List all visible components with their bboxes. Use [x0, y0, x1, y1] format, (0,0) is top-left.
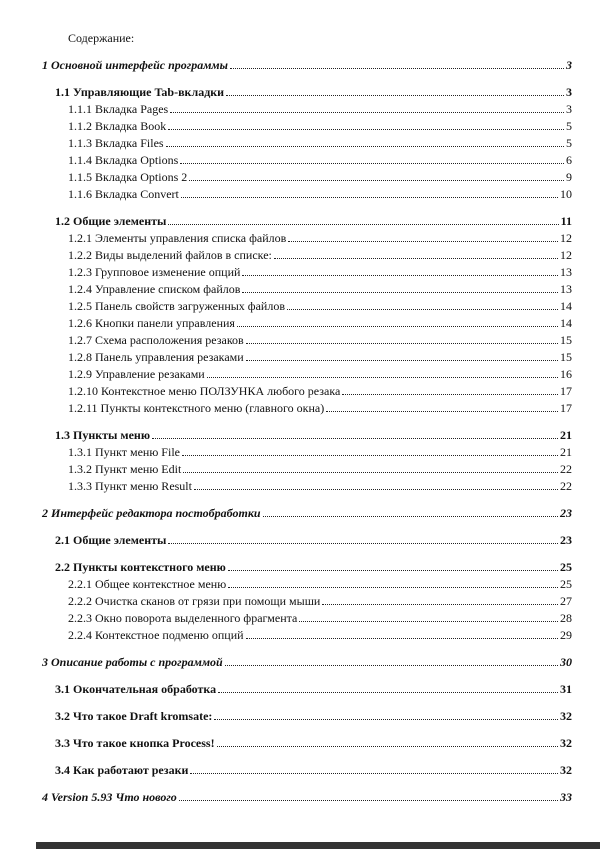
toc-entry — [68, 152, 572, 169]
toc-page-number: 10 — [560, 187, 572, 201]
toc-entry-title: 1.2.10 Контекстное меню ПОЛЗУНКА любого резака — [68, 384, 341, 398]
toc-entry-title: 1.3.3 Пункт меню Result — [68, 479, 192, 493]
toc-entry-title: 3.3 Что такое кнопка Process! — [55, 736, 215, 750]
toc-page-number: 28 — [560, 611, 572, 625]
toc-entry-title: 1.2.4 Управление списком файлов — [68, 282, 241, 296]
toc-entry-title: 4 Version 5.93 Что нового — [42, 790, 177, 804]
toc-page-number: 21 — [560, 428, 572, 442]
toc-page-number: 23 — [560, 533, 572, 547]
toc-entry-title: 2.2 Пункты контекстного меню — [55, 560, 226, 574]
toc-page-number: 17 — [560, 401, 572, 415]
toc-entry — [55, 762, 572, 779]
toc-page-number: 3 — [566, 102, 572, 116]
toc-entry — [68, 298, 572, 315]
toc-page-number: 12 — [560, 231, 572, 245]
toc-page-number: 11 — [560, 214, 572, 228]
dot-leader — [180, 163, 564, 164]
toc-entry — [55, 427, 572, 444]
toc-page-number: 14 — [560, 316, 572, 330]
toc-page-number: 5 — [566, 136, 572, 150]
toc-entry — [68, 576, 572, 593]
toc-page-number: 29 — [560, 628, 572, 642]
toc-entry — [68, 366, 572, 383]
toc-entry-title: 2.2.1 Общее контекстное меню — [68, 577, 227, 591]
toc-entry-title: 1.3 Пункты меню — [55, 428, 151, 442]
dot-leader — [246, 638, 558, 639]
toc-entry — [42, 789, 572, 806]
toc-entry — [55, 681, 572, 698]
toc-entry — [68, 315, 572, 332]
dot-leader — [181, 197, 558, 198]
dot-leader — [182, 455, 558, 456]
toc-entry — [68, 383, 572, 400]
toc-entry-title: 1.1.3 Вкладка Files — [68, 136, 164, 150]
dot-leader — [194, 489, 558, 490]
toc-entry-title: 1.1.5 Вкладка Options 2 — [68, 170, 188, 184]
toc-page-number: 21 — [560, 445, 572, 459]
toc-entry — [68, 264, 572, 281]
toc-entry — [68, 281, 572, 298]
dot-leader — [189, 180, 564, 181]
toc-page-number: 13 — [560, 282, 572, 296]
toc-entry — [68, 101, 572, 118]
toc-page-number: 32 — [560, 763, 572, 777]
dot-leader — [228, 570, 558, 571]
dot-leader — [288, 241, 558, 242]
toc-entry — [55, 708, 572, 725]
dot-leader — [299, 621, 558, 622]
dot-leader — [217, 746, 558, 747]
dot-leader — [168, 224, 558, 225]
toc-page-number: 33 — [560, 790, 572, 804]
toc-page-number: 3 — [566, 58, 572, 72]
toc-entry-title: 2 Интерфейс редактора постобработки — [42, 506, 261, 520]
toc-entry — [68, 230, 572, 247]
dot-leader — [237, 326, 558, 327]
dot-leader — [168, 129, 564, 130]
toc-entry-title: 1.2.2 Виды выделений файлов в списке: — [68, 248, 272, 262]
toc-heading: Содержание: — [68, 31, 135, 45]
toc-page-number: 12 — [560, 248, 572, 262]
dot-leader — [214, 719, 558, 720]
toc-entry-title: 1.3.2 Пункт меню Edit — [68, 462, 182, 476]
toc-page-number: 25 — [560, 577, 572, 591]
dot-leader — [230, 68, 564, 69]
toc-entry — [68, 627, 572, 644]
toc-entry — [55, 532, 572, 549]
dot-leader — [242, 275, 558, 276]
toc-page-number: 31 — [560, 682, 572, 696]
dot-leader — [218, 692, 558, 693]
toc-entry — [68, 461, 572, 478]
dot-leader — [166, 146, 564, 147]
toc-page-number: 15 — [560, 350, 572, 364]
dot-leader — [287, 309, 558, 310]
page-bottom-edge — [36, 842, 600, 849]
toc-entry — [42, 57, 572, 74]
toc-entry — [68, 332, 572, 349]
dot-leader — [246, 343, 558, 344]
toc-page-number: 15 — [560, 333, 572, 347]
toc-entry-title: 1.3.1 Пункт меню File — [68, 445, 180, 459]
dot-leader — [342, 394, 558, 395]
toc-entry-title: 2.1 Общие элементы — [55, 533, 167, 547]
toc-page-number: 5 — [566, 119, 572, 133]
dot-leader — [246, 360, 558, 361]
toc-entry-title: 3.2 Что такое Draft kromsate: — [55, 709, 213, 723]
toc-page-number: 17 — [560, 384, 572, 398]
dot-leader — [168, 543, 558, 544]
toc-entry-title: 1.1.2 Вкладка Book — [68, 119, 167, 133]
toc-page-number: 30 — [560, 655, 572, 669]
toc-page-number: 32 — [560, 709, 572, 723]
toc-entry — [42, 505, 572, 522]
toc-entry — [55, 84, 572, 101]
toc-entry-title: 1 Основной интерфейс программы — [42, 58, 228, 72]
toc-entry-title: 1.2.9 Управление резаками — [68, 367, 205, 381]
toc-entry-title: 1.1.1 Вкладка Pages — [68, 102, 169, 116]
dot-leader — [190, 773, 558, 774]
toc-entry — [68, 186, 572, 203]
toc-entry — [68, 349, 572, 366]
toc-entry-title: 2.2.2 Очистка сканов от грязи при помощи мыши — [68, 594, 321, 608]
toc-entry-title: 1.2.7 Схема расположения резаков — [68, 333, 244, 347]
toc-page-number: 23 — [560, 506, 572, 520]
toc-entry-title: 1.2.5 Панель свойств загруженных файлов — [68, 299, 285, 313]
toc-page-number: 14 — [560, 299, 572, 313]
toc-entry — [55, 213, 572, 230]
toc-entry — [68, 400, 572, 417]
toc-list — [42, 57, 572, 806]
dot-leader — [322, 604, 558, 605]
toc-page-number: 16 — [560, 367, 572, 381]
toc-entry — [55, 735, 572, 752]
toc-entry-title: 1.2.1 Элементы управления списка файлов — [68, 231, 287, 245]
toc-page-number: 25 — [560, 560, 572, 574]
toc-entry — [68, 478, 572, 495]
dot-leader — [274, 258, 558, 259]
dot-leader — [326, 411, 558, 412]
toc-entry-title: 1.1.4 Вкладка Options — [68, 153, 179, 167]
toc-entry — [68, 444, 572, 461]
toc-entry — [55, 559, 572, 576]
dot-leader — [179, 800, 558, 801]
toc-entry-title: 1.1 Управляющие Tab-вкладки — [55, 85, 225, 99]
toc-page-number: 27 — [560, 594, 572, 608]
toc-entry-title: 1.2.6 Кнопки панели управления — [68, 316, 235, 330]
toc-entry — [68, 247, 572, 264]
toc-page-number: 6 — [566, 153, 572, 167]
toc-entry-title: 1.2 Общие элементы — [55, 214, 167, 228]
toc-entry-title: 1.1.6 Вкладка Convert — [68, 187, 179, 201]
toc-page-number: 32 — [560, 736, 572, 750]
dot-leader — [226, 95, 564, 96]
toc-entry — [68, 593, 572, 610]
toc-page-number: 9 — [566, 170, 572, 184]
toc-page-number: 3 — [566, 85, 572, 99]
toc-page-number: 22 — [560, 479, 572, 493]
dot-leader — [207, 377, 558, 378]
dot-leader — [225, 665, 558, 666]
toc-entry — [68, 118, 572, 135]
dot-leader — [242, 292, 558, 293]
dot-leader — [183, 472, 558, 473]
dot-leader — [170, 112, 564, 113]
dot-leader — [152, 438, 558, 439]
toc-entry — [68, 610, 572, 627]
toc-entry — [68, 169, 572, 186]
toc-entry-title: 3 Описание работы с программой — [42, 655, 223, 669]
toc-page-number: 13 — [560, 265, 572, 279]
toc-entry — [42, 654, 572, 671]
dot-leader — [228, 587, 558, 588]
toc-entry-title: 2.2.4 Контекстное подменю опций — [68, 628, 244, 642]
toc-entry — [68, 135, 572, 152]
toc-entry-title: 1.2.3 Групповое изменение опций — [68, 265, 241, 279]
toc-entry-title: 1.2.8 Панель управления резаками — [68, 350, 244, 364]
dot-leader — [263, 516, 558, 517]
toc-entry-title: 3.4 Как работают резаки — [55, 763, 189, 777]
toc-entry-title: 3.1 Окончательная обработка — [55, 682, 217, 696]
toc-entry-title: 1.2.11 Пункты контекстного меню (главного окна) — [68, 401, 325, 415]
toc-entry-title: 2.2.3 Окно поворота выделенного фрагмента — [68, 611, 298, 625]
toc-page-number: 22 — [560, 462, 572, 476]
